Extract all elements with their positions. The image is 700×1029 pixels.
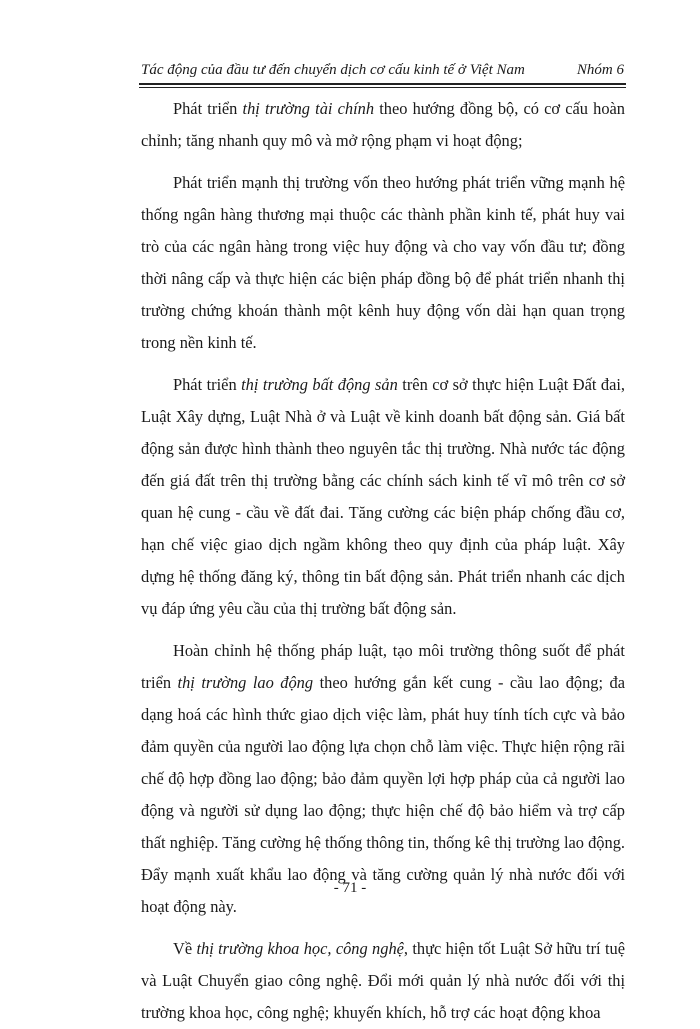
paragraph-real-estate-market: Phát triển thị trường bất động sản trên cơ sở thực hiện Luật Đất đai, Luật Xây dựng, Luật Nhà ở và Luật về kinh doanh bất động sản. Giá bất động sản được hình thành theo nguyên tắc thị trường. Nhà nước tác động đến giá đất trên thị trường bằng các chính sách kinh tế vĩ mô trên cơ sở quan hệ cung - cầu về đất đai. Tăng cường các biện pháp chống đầu cơ, hạn chế việc giao dịch ngầm không theo quy định của pháp luật. Xây dựng hệ thống đăng ký, thông tin bất động sản. Phát triển nhanh các dịch vụ đáp ứng yêu cầu của thị trường bất động sản. (141, 375, 626, 618)
page-number: - 71 - (333, 880, 367, 896)
paragraph-capital-market: Phát triển mạnh thị trường vốn theo hướng phát triển vững mạnh hệ thống ngân hàng thương mại thuộc các thành phần kinh tế, phát huy vai trò của các ngân hàng trong việc huy động và cho vay vốn đầu tư; đồng thời nâng cấp và thực hiện các biện pháp đồng bộ để phát triển nhanh thị trường chứng khoán thành một kênh huy động vốn dài hạn quan trọng trong nền kinh tế. (141, 173, 625, 352)
emphasis-science-technology-market: thị trường khoa học, công nghệ (196, 939, 404, 958)
emphasis-labor-market: thị trường lao động (177, 673, 314, 692)
paragraph-financial-market: Phát triển thị trường tài chính theo hướng đồng bộ, có cơ cấu hoàn chỉnh; tăng nhanh quy mô và mở rộng phạm vi hoạt động; (141, 99, 626, 150)
emphasis-real-estate-market: thị trường bất động sản (241, 375, 398, 394)
paragraph-science-technology-market: Về thị trường khoa học, công nghệ, thực hiện tốt Luật Sở hữu trí tuệ và Luật Chuyển giao công nghệ. Đổi mới quản lý nhà nước đối với thị trường khoa học, công nghệ; khuyến khích, hỗ trợ các hoạt động khoa (141, 939, 625, 1022)
header-title: Tác động của đầu tư đến chuyển dịch cơ cấu kinh tế ở Việt Nam (141, 62, 525, 78)
emphasis-financial-market: thị trường tài chính (242, 99, 375, 118)
header-divider (139, 83, 626, 88)
running-header (141, 59, 625, 81)
paragraph-labor-market: Hoàn chỉnh hệ thống pháp luật, tạo môi trường thông suốt để phát triển thị trường lao động theo hướng gắn kết cung - cầu lao động; đa dạng hoá các hình thức giao dịch việc làm, phát huy tính tích cực và bảo đảm quyền của người lao động lựa chọn chỗ làm việc. Thực hiện rộng rãi chế độ hợp đồng lao động; bảo đảm quyền lợi hợp pháp của cả người lao động và người sử dụng lao động; thực hiện chế độ bảo hiểm và trợ cấp thất nghiệp. Tăng cường hệ thống thông tin, thống kê thị trường lao động. Đẩy mạnh xuất khẩu lao động và tăng cường quản lý nhà nước đối với hoạt động này. (141, 641, 625, 916)
header-group-label: Nhóm 6 (576, 62, 624, 78)
